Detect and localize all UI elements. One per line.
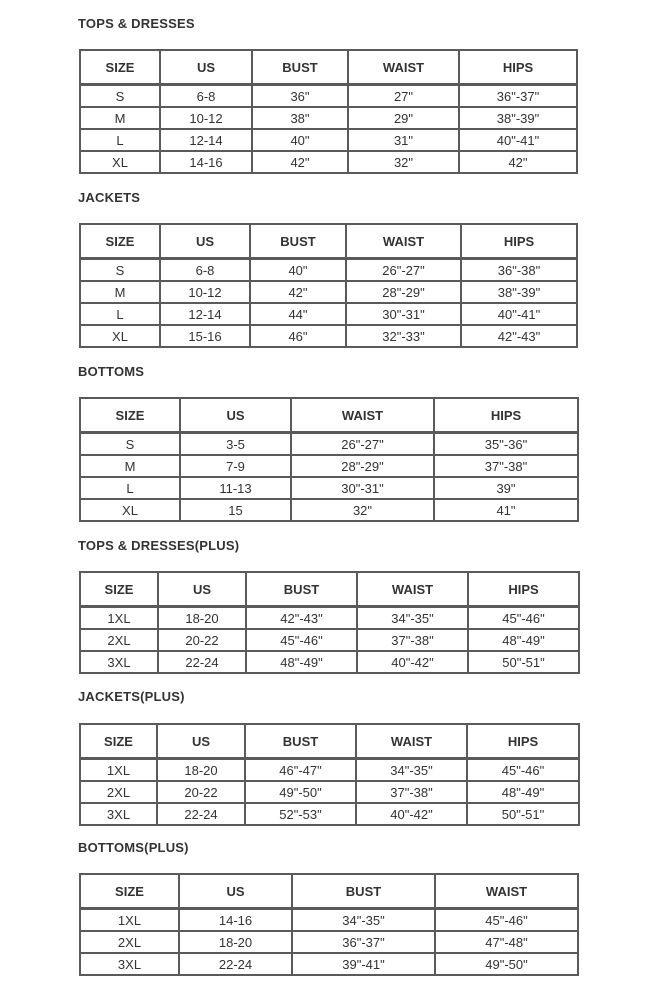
cell-us: 15	[180, 499, 291, 521]
cell-hips: 35"-36"	[434, 433, 578, 456]
cell-bust: 48"-49"	[246, 651, 357, 673]
cell-size: L	[80, 129, 160, 151]
table-row	[80, 259, 577, 282]
cell-bust: 36"-37"	[292, 931, 435, 953]
size-table-jackets-plus	[79, 723, 580, 826]
cell-hips: 36"-38"	[461, 259, 577, 282]
table-row	[80, 759, 579, 782]
column-header-bust: BUST	[252, 50, 348, 85]
column-header-us: US	[158, 572, 246, 607]
cell-us: 10-12	[160, 107, 252, 129]
size-table-tops-dresses	[79, 49, 578, 174]
cell-us: 11-13	[180, 477, 291, 499]
cell-waist: 26"-27"	[291, 433, 434, 456]
cell-size: 1XL	[80, 607, 158, 630]
header-row	[80, 724, 579, 759]
column-header-bust: BUST	[245, 724, 356, 759]
cell-us: 10-12	[160, 281, 250, 303]
cell-us: 20-22	[158, 629, 246, 651]
cell-size: M	[80, 455, 180, 477]
table-row	[80, 607, 579, 630]
cell-hips: 42"	[459, 151, 577, 173]
cell-size: 3XL	[80, 803, 157, 825]
cell-size: S	[80, 259, 160, 282]
table-row	[80, 281, 577, 303]
cell-bust: 52"-53"	[245, 803, 356, 825]
cell-us: 15-16	[160, 325, 250, 347]
cell-waist: 34"-35"	[356, 759, 467, 782]
column-header-bust: BUST	[246, 572, 357, 607]
cell-hips: 50"-51"	[468, 651, 579, 673]
column-header-us: US	[160, 224, 250, 259]
cell-bust: 42"	[250, 281, 346, 303]
column-header-size: SIZE	[80, 224, 160, 259]
cell-bust: 44"	[250, 303, 346, 325]
cell-us: 22-24	[179, 953, 292, 975]
column-header-hips: HIPS	[468, 572, 579, 607]
cell-bust: 42"-43"	[246, 607, 357, 630]
cell-waist: 28"-29"	[291, 455, 434, 477]
cell-waist: 31"	[348, 129, 459, 151]
cell-size: M	[80, 281, 160, 303]
cell-size: XL	[80, 151, 160, 173]
header-row	[80, 398, 578, 433]
column-header-size: SIZE	[80, 572, 158, 607]
cell-size: 3XL	[80, 651, 158, 673]
column-header-hips: HIPS	[459, 50, 577, 85]
cell-us: 20-22	[157, 781, 245, 803]
cell-size: 1XL	[80, 759, 157, 782]
cell-size: L	[80, 303, 160, 325]
column-header-waist: WAIST	[291, 398, 434, 433]
cell-waist: 32"	[291, 499, 434, 521]
cell-us: 12-14	[160, 303, 250, 325]
cell-size: 1XL	[80, 909, 179, 932]
cell-waist: 49"-50"	[435, 953, 578, 975]
cell-bust: 34"-35"	[292, 909, 435, 932]
cell-us: 3-5	[180, 433, 291, 456]
column-header-us: US	[160, 50, 252, 85]
cell-us: 18-20	[157, 759, 245, 782]
table-row	[80, 85, 577, 108]
cell-waist: 40"-42"	[356, 803, 467, 825]
size-table-jackets	[79, 223, 578, 348]
column-header-hips: HIPS	[467, 724, 579, 759]
cell-size: M	[80, 107, 160, 129]
table-row	[80, 151, 577, 173]
section-title: TOPS & DRESSES(PLUS)	[78, 538, 240, 553]
table-row	[80, 909, 578, 932]
cell-waist: 27"	[348, 85, 459, 108]
cell-waist: 28"-29"	[346, 281, 461, 303]
cell-bust: 36"	[252, 85, 348, 108]
cell-hips: 48"-49"	[468, 629, 579, 651]
cell-bust: 42"	[252, 151, 348, 173]
header-row	[80, 224, 577, 259]
cell-hips: 42"-43"	[461, 325, 577, 347]
cell-size: 2XL	[80, 931, 179, 953]
table-row	[80, 433, 578, 456]
section-title: JACKETS(PLUS)	[78, 689, 185, 704]
cell-us: 22-24	[158, 651, 246, 673]
cell-size: 2XL	[80, 629, 158, 651]
cell-hips: 48"-49"	[467, 781, 579, 803]
table-row	[80, 953, 578, 975]
column-header-size: SIZE	[80, 874, 179, 909]
table-row	[80, 477, 578, 499]
cell-waist: 37"-38"	[356, 781, 467, 803]
column-header-bust: BUST	[250, 224, 346, 259]
cell-waist: 29"	[348, 107, 459, 129]
table-row	[80, 803, 579, 825]
column-header-waist: WAIST	[356, 724, 467, 759]
column-header-us: US	[179, 874, 292, 909]
cell-waist: 32"-33"	[346, 325, 461, 347]
column-header-waist: WAIST	[348, 50, 459, 85]
cell-waist: 30"-31"	[291, 477, 434, 499]
column-header-us: US	[180, 398, 291, 433]
cell-hips: 50"-51"	[467, 803, 579, 825]
cell-size: XL	[80, 499, 180, 521]
cell-waist: 45"-46"	[435, 909, 578, 932]
section-title: BOTTOMS	[78, 364, 145, 379]
table-row	[80, 781, 579, 803]
cell-waist: 30"-31"	[346, 303, 461, 325]
cell-size: 2XL	[80, 781, 157, 803]
cell-waist: 37"-38"	[357, 629, 468, 651]
cell-waist: 32"	[348, 151, 459, 173]
table-row	[80, 651, 579, 673]
cell-size: XL	[80, 325, 160, 347]
column-header-waist: WAIST	[435, 874, 578, 909]
cell-waist: 47"-48"	[435, 931, 578, 953]
cell-us: 18-20	[158, 607, 246, 630]
header-row	[80, 50, 577, 85]
cell-bust: 39"-41"	[292, 953, 435, 975]
cell-us: 14-16	[160, 151, 252, 173]
cell-waist: 40"-42"	[357, 651, 468, 673]
cell-waist: 26"-27"	[346, 259, 461, 282]
table-row	[80, 499, 578, 521]
column-header-waist: WAIST	[346, 224, 461, 259]
cell-bust: 49"-50"	[245, 781, 356, 803]
cell-us: 7-9	[180, 455, 291, 477]
header-row	[80, 572, 579, 607]
column-header-waist: WAIST	[357, 572, 468, 607]
cell-us: 12-14	[160, 129, 252, 151]
table-row	[80, 325, 577, 347]
column-header-hips: HIPS	[461, 224, 577, 259]
size-table-bottoms	[79, 397, 579, 522]
header-row	[80, 874, 578, 909]
cell-size: L	[80, 477, 180, 499]
cell-hips: 38"-39"	[459, 107, 577, 129]
cell-us: 14-16	[179, 909, 292, 932]
size-table-bottoms-plus	[79, 873, 579, 976]
cell-hips: 41"	[434, 499, 578, 521]
cell-hips: 40"-41"	[459, 129, 577, 151]
cell-hips: 40"-41"	[461, 303, 577, 325]
cell-waist: 34"-35"	[357, 607, 468, 630]
table-row	[80, 629, 579, 651]
cell-hips: 45"-46"	[467, 759, 579, 782]
cell-hips: 45"-46"	[468, 607, 579, 630]
cell-hips: 36"-37"	[459, 85, 577, 108]
cell-us: 18-20	[179, 931, 292, 953]
column-header-size: SIZE	[80, 50, 160, 85]
cell-bust: 45"-46"	[246, 629, 357, 651]
cell-hips: 39"	[434, 477, 578, 499]
cell-hips: 37"-38"	[434, 455, 578, 477]
column-header-size: SIZE	[80, 724, 157, 759]
section-title: JACKETS	[78, 190, 141, 205]
cell-us: 6-8	[160, 85, 252, 108]
cell-bust: 40"	[250, 259, 346, 282]
cell-size: S	[80, 85, 160, 108]
column-header-us: US	[157, 724, 245, 759]
table-row	[80, 129, 577, 151]
cell-bust: 38"	[252, 107, 348, 129]
cell-hips: 38"-39"	[461, 281, 577, 303]
column-header-size: SIZE	[80, 398, 180, 433]
section-title: TOPS & DRESSES	[78, 16, 195, 31]
table-row	[80, 931, 578, 953]
cell-bust: 46"-47"	[245, 759, 356, 782]
cell-us: 22-24	[157, 803, 245, 825]
table-row	[80, 455, 578, 477]
column-header-hips: HIPS	[434, 398, 578, 433]
cell-bust: 40"	[252, 129, 348, 151]
cell-size: 3XL	[80, 953, 179, 975]
table-row	[80, 107, 577, 129]
cell-size: S	[80, 433, 180, 456]
cell-bust: 46"	[250, 325, 346, 347]
table-row	[80, 303, 577, 325]
section-title: BOTTOMS(PLUS)	[78, 840, 189, 855]
cell-us: 6-8	[160, 259, 250, 282]
size-table-tops-dresses-plus	[79, 571, 580, 674]
column-header-bust: BUST	[292, 874, 435, 909]
